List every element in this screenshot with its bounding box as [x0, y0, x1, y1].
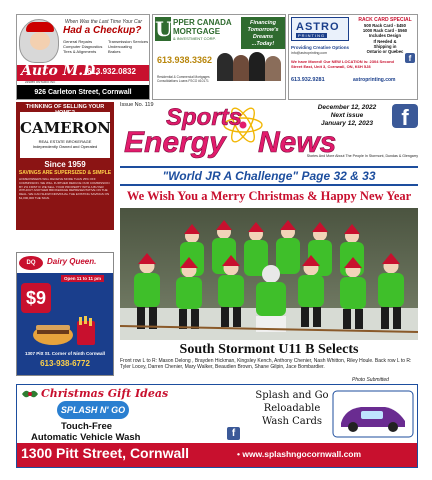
astro-moved-notice: We have Moved! Our NEW LOCATION is: 2304 Second Street East, Unit 3, Cornwall, ON, K6H 5J8 [291, 59, 394, 69]
rack-title: RACK CARD SPECIAL [358, 17, 412, 23]
cameron-since: Since 1959 [44, 160, 86, 169]
cameron-body: HOMEOWNERS WILL RECEIVE MORE THAN 25% OFF COMMISSION. WE WILL FURTHER REDUCE OUR COMMISSION BY 2% FIRST IF WE SELL YOUR PROPERTY WITH A BUYER WITHOUT ANOTHER BROKERAGE REPRESENTATIVE ON THE DEAL. WE CAN SHOW INDIVIDUAL THE EXISTING SAVINGS ON $1,000,000 THE SIGN. [19, 177, 110, 200]
rack-line: Ontario or Quebec [366, 49, 404, 55]
auto-md-phone: 613.932.0832 [87, 67, 136, 76]
masthead-news: News [258, 126, 337, 159]
mortgage-footer: Residential & Commercial Mortgages Consolidations Loans FSCO #10171 [157, 75, 210, 83]
astro-email[interactable]: info@astroprinting.com [291, 51, 328, 55]
masthead-tagline: Stories And More About The People In Stormont, Dundas & Glengarry [306, 154, 418, 158]
cameron-sub: REAL ESTATE BROKERAGE [38, 139, 92, 144]
services-list [63, 39, 149, 54]
astro-logo [291, 17, 349, 41]
issue-number: Issue No. 119 [120, 102, 154, 108]
financing-slogan: Financing Tomorrow's Dreams ...Today! [241, 17, 285, 49]
photo-credit: Photo Submitted [352, 377, 389, 383]
auto-md-address: 926 Carleton Street, Cornwall [17, 85, 149, 100]
rack-card-special [353, 17, 417, 54]
astro-printing-ad[interactable] [288, 14, 418, 100]
cameron-heading: THINKING OF SELLING YOUR [25, 104, 105, 110]
ad-question-small: When Was the Last Time Your Car [65, 19, 143, 25]
service-item: Transmission Services [108, 39, 149, 44]
team-photo [120, 208, 418, 340]
cameron-name: CAMERON [20, 119, 111, 137]
mortgage-logo-letter: U [155, 17, 173, 41]
banner-pages: Page 32 & 33 [301, 169, 376, 183]
cameron-real-estate-ad[interactable] [16, 102, 114, 230]
astro-providing: Providing Creative Options [291, 45, 350, 50]
mortgage-name-2: MORTGAGE [173, 27, 221, 36]
auto-md-ad[interactable] [16, 14, 150, 100]
astro-printing-label: PRINTING [298, 33, 326, 38]
rack-line: 1000 Rack Card - $560 [362, 28, 408, 34]
next-issue-date: January 12, 2023 [320, 120, 374, 127]
gift-ideas-heading: Christmas Gift Ideas [41, 387, 169, 400]
rack-line: Includes Design [368, 33, 402, 39]
rack-line: Shipping in [373, 43, 397, 49]
feature-banner[interactable] [120, 166, 418, 186]
cameron-sub-2: Independently Owned and Operated [32, 144, 98, 149]
touch-free-label: Touch-Free [61, 421, 113, 432]
vehicle-wash-label: Automatic Vehicle Wash [31, 432, 141, 443]
service-item: Tires & Alignments [63, 49, 97, 54]
dairy-queen-ad[interactable] [16, 252, 114, 376]
facebook-icon[interactable]: f [392, 104, 418, 128]
service-item: Undercoating [108, 44, 132, 49]
facebook-icon[interactable]: f [405, 53, 415, 63]
dq-address: 1307 Pitt St. Corner of Ninth Cornwall [24, 351, 105, 356]
auto-md-sub: 229055 ONTARIO INC [25, 80, 56, 84]
mechanic-illustration [19, 19, 59, 63]
photo-headline: South Stormont U11 B Selects [179, 342, 359, 357]
masthead-energy: Energy [124, 126, 226, 159]
card-line: Wash Cards [261, 416, 323, 427]
dq-phone: 613-938-6772 [40, 359, 90, 368]
mortgage-name: PPER CANADA [173, 18, 232, 27]
upper-canada-mortgage-ad[interactable] [152, 14, 286, 100]
dq-meal-illustration [31, 315, 101, 347]
issue-dates [314, 104, 380, 128]
splash-n-go-ad[interactable] [16, 384, 418, 468]
astro-phone: 613.932.9281 [291, 77, 325, 83]
auto-md-logo: Auto M.D. [21, 63, 100, 79]
cameron-savings: SAVINGS ARE SUPERSIZED & SIMPLE [18, 170, 112, 176]
facebook-icon[interactable]: f [227, 427, 240, 440]
brokers-photo [215, 51, 285, 81]
astro-name: ASTRO [296, 21, 340, 33]
card-line: Reloadable [263, 403, 321, 414]
next-issue-label: Next issue [330, 112, 364, 119]
splash-address: 1300 Pitt Street, Cornwall [21, 445, 190, 461]
service-item: Brakes [108, 49, 121, 54]
rack-line: If Needed & [373, 38, 397, 44]
left-ad-column [16, 102, 114, 378]
holiday-greeting: We Wish You a Merry Christmas & Happy New Year [126, 189, 412, 203]
mortgage-phone: 613.938.3362 [157, 55, 213, 65]
wash-card-car-illustration [331, 389, 415, 439]
splash-website[interactable]: • www.splashngocornwall.com [237, 449, 362, 459]
photo-caption: Front row L to R: Mason Delong , Brayden Hickman, Kingsley Kench, Anthony Chenier, Nash Whitton, Riley Houle. Back row L to R: Tyler Locey, Darren Chenier, Mary Walker, Beaudien Brown, Shane Gilpin, Jace Bombardier. [120, 358, 412, 371]
dq-logo: DQ [19, 256, 43, 270]
banner-title: "World JR A Challenge" [162, 169, 299, 183]
dq-hours: Open 11 to 11 pm [61, 275, 104, 282]
dq-name: Dairy Queen. [47, 257, 97, 266]
rack-line: 500 Rack Card - $450 [364, 23, 406, 28]
cameron-logo [20, 112, 110, 158]
wash-card-text [255, 389, 329, 428]
ad-question: Had a Checkup? [63, 25, 142, 36]
splash-logo: SPLASH N' GO [57, 401, 129, 419]
dq-price: $9 [21, 283, 51, 313]
issue-date: December 12, 2022 [317, 104, 377, 111]
service-item: General Repairs [63, 39, 93, 44]
astro-website[interactable]: astroprinting.com [353, 77, 396, 83]
card-line: Splash and Go [255, 390, 329, 401]
service-item: Computer Diagnostics [63, 44, 103, 49]
holly-icon [21, 387, 39, 401]
masthead-sports: Sports [166, 104, 243, 131]
mortgage-name-3: & INVESTMENT CORP. [173, 36, 216, 41]
